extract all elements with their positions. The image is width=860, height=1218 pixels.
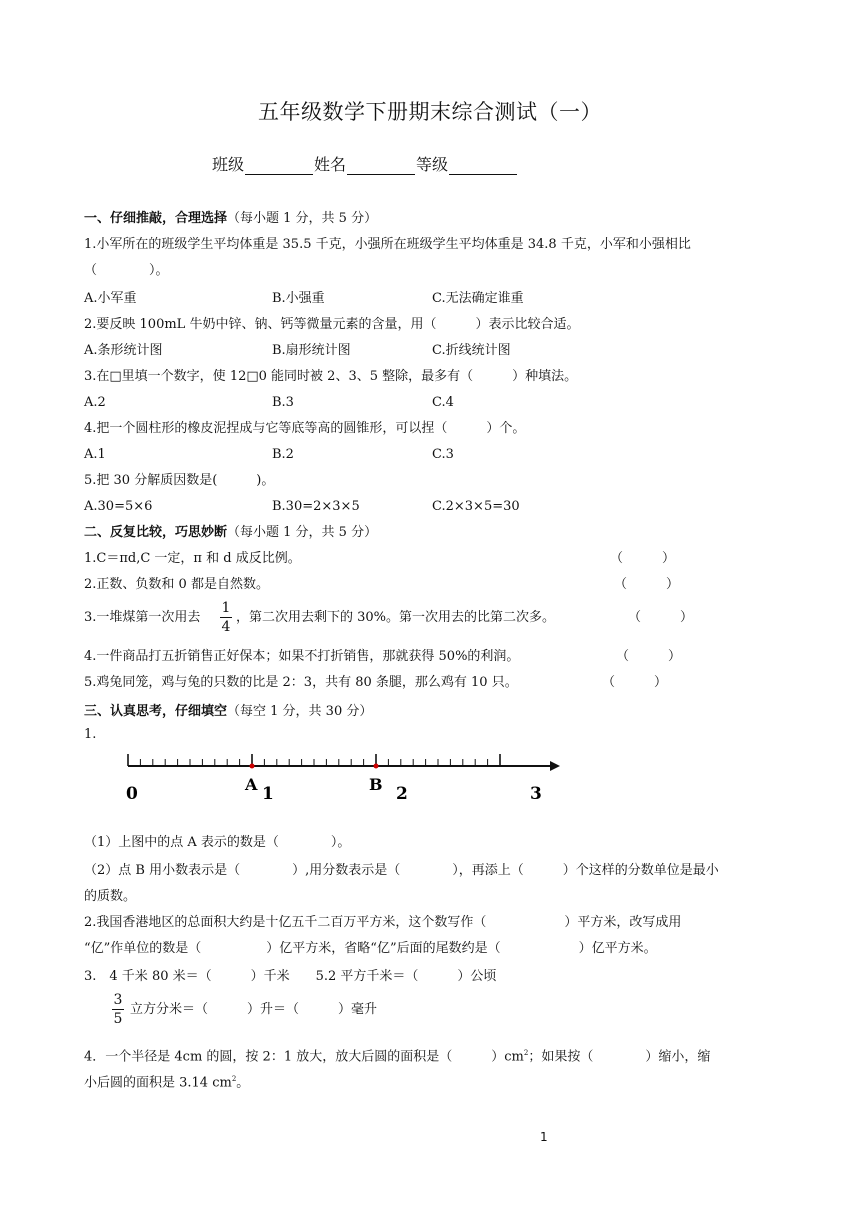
fill-q3: 3. 4 千米 80 米＝（ ）千米 5.2 平方千米＝（ ）公顷 — [84, 969, 497, 984]
mc-q1-option-a: A.小军重 — [84, 291, 137, 306]
tf-q2: 2.正数、负数和 0 都是自然数。 — [84, 577, 269, 592]
tf-q5: 5.鸡兔同笼，鸡与兔的只数的比是 2：3，共有 80 条腿，那么鸡有 10 只。 — [84, 675, 518, 690]
point-a-label: A — [245, 775, 258, 794]
page-title: 五年级数学下册期末综合测试（一） — [258, 100, 602, 124]
section-heading-2: 二、反复比较，巧思妙断（每小题 1 分，共 5 分） — [84, 525, 378, 540]
tf-q1: 1.C＝πd,C 一定，π 和 d 成反比例。 — [84, 551, 301, 566]
mc-q5-option-c: C.2×3×5=30 — [432, 499, 520, 514]
axis-label-2: 2 — [396, 784, 408, 804]
tf-q5-answer[interactable]: （ ） — [602, 675, 668, 690]
fill-q1-2: （2）点 B 用小数表示是（ ）,用分数表示是（ ），再添上（ ）个这样的分数单位是最小 — [84, 863, 719, 878]
tf-q4-answer[interactable]: （ ） — [616, 649, 682, 664]
mc-q5-option-a: A.30=5×6 — [84, 499, 153, 514]
section-heading-3: 三、认真思考，仔细填空（每空 1 分，共 30 分） — [84, 704, 373, 719]
mc-q4-option-c: C.3 — [432, 447, 454, 462]
grade-blank[interactable] — [449, 158, 517, 175]
mc-q3: 3.在□里填一个数字，使 12□0 能同时被 2、3、5 整除，最多有（ ）种填法。 — [84, 369, 578, 384]
fill-q1-label: 1. — [84, 727, 97, 742]
point-a-marker — [250, 764, 255, 769]
fill-q2: 2.我国香港地区的总面积大约是十亿五千二百万平方米，这个数写作（ ）平方米，改写成用 — [84, 915, 682, 930]
fill-q4: 4．一个半径是 4cm 的圆，按 2：1 放大，放大后圆的面积是（ ）$cm^2$；如果按（ ）缩小，缩 — [84, 1049, 711, 1065]
number-line — [110, 740, 570, 810]
name-blank[interactable] — [347, 158, 415, 175]
mc-q4-option-b: B.2 — [272, 447, 294, 462]
class-blank[interactable] — [245, 158, 313, 175]
student-info — [212, 152, 518, 175]
mc-q1-blank: （ ）。 — [84, 263, 169, 278]
fill-q1-1: （1）上图中的点 A 表示的数是（ ）。 — [84, 835, 351, 850]
tf-q1-answer[interactable]: （ ） — [610, 551, 676, 566]
section-heading-1: 一、仔细推敲，合理选择（每小题 1 分，共 5 分） — [84, 211, 378, 226]
axis-label-3: 3 — [530, 784, 542, 804]
mc-q1: 1.小军所在的班级学生平均体重是 35.5 千克，小强所在班级学生平均体重是 34.8 千克，小军和小强相比 — [84, 237, 691, 252]
axis-label-1: 1 — [262, 784, 274, 804]
axis-label-0: 0 — [126, 784, 138, 804]
tf-q3-answer[interactable]: （ ） — [628, 610, 694, 625]
mc-q2: 2.要反映 100mL 牛奶中锌、钠、钙等微量元素的含量，用（ ）表示比较合适。 — [84, 317, 580, 332]
grade-label: 等级 — [416, 155, 449, 174]
tf-q3-fraction: 1 4 — [221, 600, 231, 635]
fill-q3-fraction: 3 5 — [113, 992, 123, 1027]
mc-q2-option-a: A.条形统计图 — [84, 343, 163, 358]
tf-q2-answer[interactable]: （ ） — [614, 577, 680, 592]
point-b-label: B — [369, 775, 383, 794]
mc-q4: 4.把一个圆柱形的橡皮泥捏成与它等底等高的圆锥形，可以捏（ ）个。 — [84, 421, 526, 436]
fill-q4-cont: 小后圆的面积是 3.14 $cm^2$。 — [84, 1075, 250, 1091]
fill-q3-cont: 立方分米＝（ ）升＝（ ）毫升 — [130, 1002, 378, 1017]
tf-q3-end: ，第二次用去剩下的 30%。第一次用去的比第二次多。 — [236, 610, 556, 625]
mc-q5-option-b: B.30=2×3×5 — [272, 499, 360, 514]
mc-q2-option-b: B.扇形统计图 — [272, 343, 351, 358]
mc-q5: 5.把 30 分解质因数是( )。 — [84, 473, 275, 488]
point-b-marker — [374, 764, 379, 769]
mc-q4-option-a: A.1 — [84, 447, 106, 462]
tf-q3-start: 3.一堆煤第一次用去 — [84, 610, 201, 625]
class-label: 班级 — [212, 155, 245, 174]
mc-q3-option-a: A.2 — [84, 395, 106, 410]
number-line-ticks — [128, 754, 500, 766]
mc-q3-option-b: B.3 — [272, 395, 294, 410]
number-line-arrow — [550, 761, 560, 771]
mc-q3-option-c: C.4 — [432, 395, 454, 410]
mc-q2-option-c: C.折线统计图 — [432, 343, 511, 358]
mc-q1-option-c: C.无法确定谁重 — [432, 291, 524, 306]
name-label: 姓名 — [314, 155, 347, 174]
mc-q1-option-b: B.小强重 — [272, 291, 325, 306]
tf-q4: 4.一件商品打五折销售正好保本；如果不打折销售，那就获得 50%的利润。 — [84, 649, 520, 664]
fill-q2-cont: “亿”作单位的数是（ ）亿平方米，省略“亿”后面的尾数约是（ ）亿平方米。 — [84, 941, 657, 956]
fill-q1-2-cont: 的质数。 — [84, 889, 137, 904]
page-number: 1 — [540, 1130, 548, 1144]
